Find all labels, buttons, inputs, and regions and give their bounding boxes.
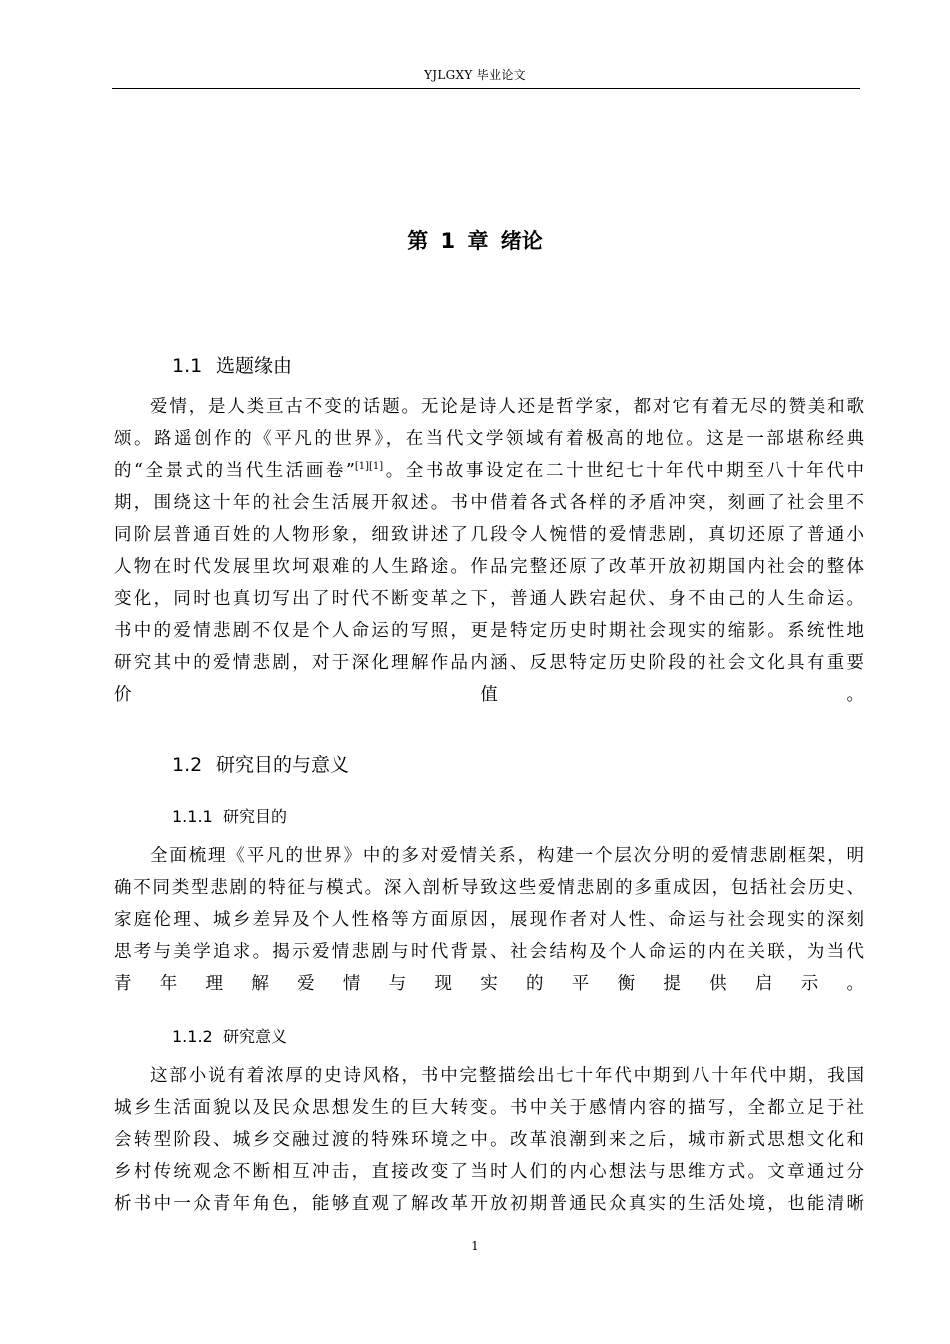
section-number: 1.2 — [172, 754, 203, 776]
text-line: 确不同类型悲剧的特征与模式。深入剖析导致这些爱情悲剧的多重成因，包括社会历史、 — [114, 878, 864, 898]
paragraph-1-1-2 — [114, 1060, 864, 1220]
section-number: 1.1 — [172, 355, 203, 377]
subsection-number: 1.1.2 — [172, 1027, 213, 1046]
text-line: 同阶层普通百姓的人物形象，细致讲述了几段令人惋惜的爱情悲剧，真切还原了普通小 — [114, 525, 864, 545]
text-line: 家庭伦理、城乡差异及个人性格等方面原因，展现作者对人性、命运与社会现实的深刻 — [114, 910, 864, 930]
text-line: 爱情，是人类亘古不变的话题。无论是诗人还是哲学家，都对它有着无尽的赞美和歌 — [150, 397, 864, 417]
subsection-heading-1-1-2 — [172, 1024, 287, 1047]
running-header: YJLGXY 毕业论文 — [424, 68, 526, 82]
text-line: 青年理解爱情与现实的平衡提供启示。 — [114, 974, 864, 994]
text-line: 会转型阶段、城乡交融过渡的特殊环境之中。改革浪潮到来之后，城市新式思想文化和 — [114, 1130, 864, 1150]
text-line: 这部小说有着浓厚的史诗风格，书中完整描绘出七十年代中期到八十年代中期，我国 — [150, 1066, 864, 1086]
text-line: 期，围绕这十年的社会生活展开叙述。书中借着各式各样的矛盾冲突，刻画了社会里不 — [114, 493, 864, 513]
text-line: 乡村传统观念不断相互冲击，直接改变了当时人们的内心想法与思维方式。文章通过分 — [114, 1162, 864, 1182]
text-fragment: 。全书故事设定在二十世纪七十年代中期至八十年代中 — [383, 461, 864, 481]
text-line: 变化，同时也真切写出了时代不断变革之下，普通人跌宕起伏、身不由己的人生命运。 — [114, 589, 864, 609]
text-line: 思考与美学追求。揭示爱情悲剧与时代背景、社会结构及个人命运的内在关联，为当代 — [114, 942, 864, 962]
text-fragment: 的“全景式的当代生活画卷” — [114, 461, 355, 481]
citation-marker[interactable]: [1][1] — [354, 461, 384, 472]
section-title: 研究目的与意义 — [216, 754, 350, 776]
text-line: 全面梳理《平凡的世界》中的多对爱情关系，构建一个层次分明的爱情悲剧框架，明 — [150, 846, 864, 866]
text-line: 价值。 — [114, 685, 864, 705]
text-line: 研究其中的爱情悲剧，对于深化理解作品内涵、反思特定历史阶段的社会文化具有重要 — [114, 653, 864, 673]
text-line-with-citation — [114, 455, 864, 487]
subsection-heading-1-1-1 — [172, 804, 287, 827]
chapter-title: 第 1 章 绪论 — [407, 229, 543, 253]
header-divider — [112, 88, 860, 89]
section-heading-1-2 — [172, 750, 349, 777]
section-title: 选题缘由 — [216, 355, 293, 377]
text-line: 城乡生活面貌以及民众思想发生的巨大转变。书中关于感情内容的描写，全都立足于社 — [114, 1098, 864, 1118]
paragraph-1-1 — [114, 391, 864, 711]
text-line: 书中的爱情悲剧不仅是个人命运的写照，更是特定历史时期社会现实的缩影。系统性地 — [114, 621, 864, 641]
text-line: 析书中一众青年角色，能够直观了解改革开放初期普通民众真实的生活处境，也能清晰 — [114, 1194, 864, 1214]
subsection-title: 研究意义 — [223, 1027, 288, 1046]
page-number: 1 — [471, 1239, 479, 1253]
subsection-title: 研究目的 — [223, 807, 288, 826]
subsection-number: 1.1.1 — [172, 807, 213, 826]
text-line: 人物在时代发展里坎坷艰难的人生路途。作品完整还原了改革开放初期国内社会的整体 — [114, 557, 864, 577]
paragraph-1-1-1 — [114, 840, 864, 1000]
text-line: 颂。路遥创作的《平凡的世界》，在当代文学领域有着极高的地位。这是一部堪称经典 — [114, 429, 864, 449]
section-heading-1-1 — [172, 351, 292, 378]
